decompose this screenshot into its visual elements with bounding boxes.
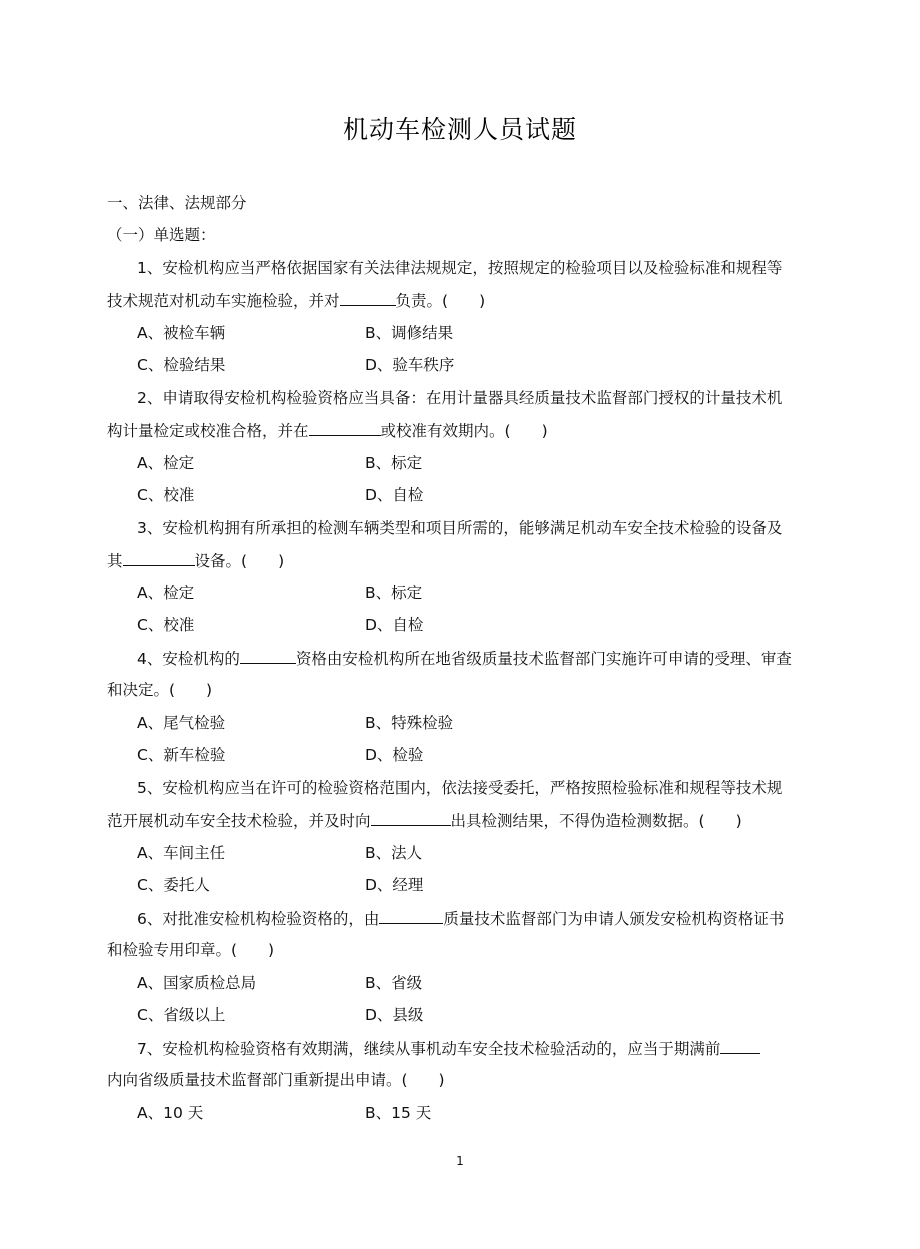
- q7-option-a: A、10 天: [137, 1104, 204, 1122]
- q1-stem-text-a: 技术规范对机动车实施检验，并对: [107, 292, 340, 310]
- page-title: 机动车检测人员试题: [342, 115, 577, 144]
- q5-stem-line2: [107, 810, 742, 831]
- q7-stem-line1: [137, 1038, 760, 1059]
- q5-option-d: D、经理: [365, 876, 424, 894]
- q1-blank: [340, 290, 396, 306]
- q7-option-b: B、15 天: [365, 1104, 432, 1122]
- q6-stem-text-b: 质量技术监督部门为申请人颁发安检机构资格证书: [443, 910, 785, 928]
- q3-option-c: C、校准: [137, 616, 195, 634]
- q3-blank: [123, 550, 195, 566]
- section-heading: 一、法律、法规部分: [107, 194, 247, 212]
- q2-stem-text-a: 构计量检定或校准合格，并在: [107, 422, 309, 440]
- q5-blank: [371, 810, 451, 826]
- q4-stem-line1: [137, 648, 792, 669]
- q6-stem-text-a: 6、对批准安检机构检验资格的，由: [137, 910, 380, 928]
- q7-stem-text: 7、安检机构检验资格有效期满，继续从事机动车安全技术检验活动的，应当于期满前: [137, 1040, 721, 1058]
- q6-option-d: D、县级: [365, 1006, 424, 1024]
- q4-stem-line2: 和决定。( ): [107, 681, 213, 699]
- q4-blank: [240, 648, 296, 664]
- q6-blank: [379, 908, 443, 924]
- q6-option-a: A、国家质检总局: [137, 974, 257, 992]
- q3-option-b: B、标定: [365, 584, 423, 602]
- q3-option-a: A、检定: [137, 584, 195, 602]
- q1-stem-text-b: 负责。( ): [395, 292, 486, 310]
- q2-stem-text-b: 或校准有效期内。( ): [380, 422, 548, 440]
- q2-blank: [309, 420, 381, 436]
- q1-option-b: B、调修结果: [365, 324, 454, 342]
- q6-option-c: C、省级以上: [137, 1006, 226, 1024]
- q3-stem-text-b: 设备。( ): [194, 552, 285, 570]
- q7-blank: [720, 1038, 760, 1054]
- q5-option-a: A、车间主任: [137, 844, 226, 862]
- q5-option-b: B、法人: [365, 844, 423, 862]
- q5-option-c: C、委托人: [137, 876, 210, 894]
- q2-option-c: C、校准: [137, 486, 195, 504]
- q4-option-a: A、尾气检验: [137, 714, 226, 732]
- q2-option-b: B、标定: [365, 454, 423, 472]
- q4-option-b: B、特殊检验: [365, 714, 454, 732]
- q2-stem-line1: 2、申请取得安检机构检验资格应当具备：在用计量器具经质量技术监督部门授权的计量技术机: [137, 389, 783, 407]
- q4-option-d: D、检验: [365, 746, 424, 764]
- q3-stem-line2: [107, 550, 284, 571]
- page-number: 1: [456, 1154, 464, 1168]
- q1-stem-line1: 1、安检机构应当严格依据国家有关法律法规规定，按照规定的检验项目以及检验标准和规程等: [137, 259, 783, 277]
- q3-stem-text-a: 其: [107, 552, 123, 570]
- q3-option-d: D、自检: [365, 616, 424, 634]
- q6-option-b: B、省级: [365, 974, 423, 992]
- q1-option-a: A、被检车辆: [137, 324, 226, 342]
- q2-option-d: D、自检: [365, 486, 424, 504]
- q5-stem-line1: 5、安检机构应当在许可的检验资格范围内，依法接受委托，严格按照检验标准和规程等技术规: [137, 779, 783, 797]
- q6-stem-line2: 和检验专用印章。( ): [107, 941, 275, 959]
- subsection-heading: （一）单选题：: [107, 226, 216, 244]
- q1-option-c: C、检验结果: [137, 356, 226, 374]
- q4-stem-text-b: 资格由安检机构所在地省级质量技术监督部门实施许可申请的受理、审查: [295, 650, 792, 668]
- q2-option-a: A、检定: [137, 454, 195, 472]
- q5-stem-text-b: 出具检测结果，不得伪造检测数据。( ): [450, 812, 742, 830]
- q4-option-c: C、新车检验: [137, 746, 226, 764]
- q5-stem-text-a: 范开展机动车安全技术检验，并及时向: [107, 812, 371, 830]
- q6-stem-line1: [137, 908, 784, 929]
- q3-stem-line1: 3、安检机构拥有所承担的检测车辆类型和项目所需的，能够满足机动车安全技术检验的设备及: [137, 519, 783, 537]
- q1-stem-line2: [107, 290, 485, 311]
- q1-option-d: D、验车秩序: [365, 356, 455, 374]
- q7-stem-line2: 内向省级质量技术监督部门重新提出申请。( ): [107, 1071, 445, 1089]
- q2-stem-line2: [107, 420, 548, 441]
- q4-stem-text-a: 4、安检机构的: [137, 650, 240, 668]
